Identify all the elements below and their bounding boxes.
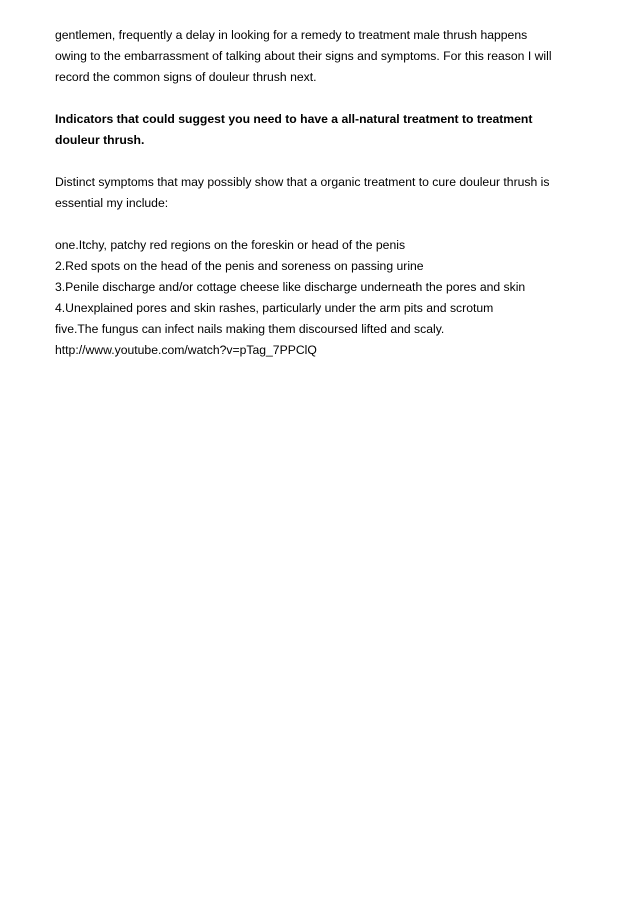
paragraph-spacer [55,88,595,109]
section-heading-line: Indicators that could suggest you need to have a all-natural treatment to treatment [55,112,533,126]
section-heading-line: douleur thrush. [55,133,145,147]
symptom-item: 4.Unexplained pores and skin rashes, particularly under the arm pits and scrotum [55,301,494,315]
symptom-item: five.The fungus can infect nails making them discoursed lifted and scaly. [55,322,445,336]
intro-line: record the common signs of douleur thrush next. [55,70,317,84]
symptom-item: one.Itchy, patchy red regions on the foreskin or head of the penis [55,238,406,252]
description-line: essential my include: [55,196,169,210]
symptom-item: 2.Red spots on the head of the penis and soreness on passing urine [55,259,424,273]
intro-line: owing to the embarrassment of talking about their signs and symptoms. For this reason I will [55,49,552,63]
document-body [55,25,595,361]
description-line: Distinct symptoms that may possibly show that a organic treatment to cure douleur thrush is [55,175,550,189]
intro-line: gentlemen, frequently a delay in looking for a remedy to treatment male thrush happens [55,28,528,42]
youtube-link[interactable]: http://www.youtube.com/watch?v=pTag_7PPClQ [55,343,317,357]
paragraph-spacer [55,151,595,172]
symptom-item: 3.Penile discharge and/or cottage cheese like discharge underneath the pores and skin [55,280,526,294]
paragraph-spacer [55,214,595,235]
